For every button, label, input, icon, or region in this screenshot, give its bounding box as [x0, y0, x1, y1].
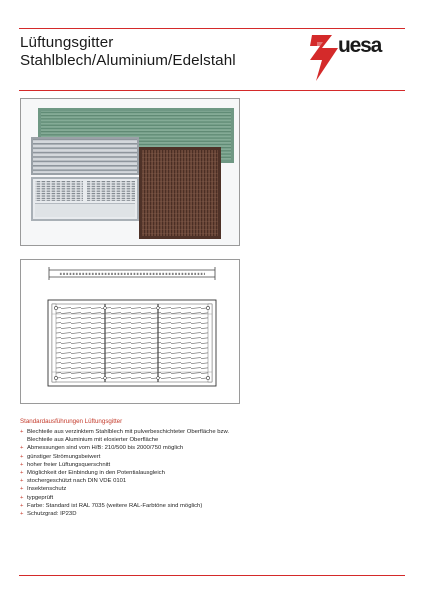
profile-view: [49, 267, 215, 280]
specifications-section: [20, 418, 400, 518]
header-bottom-rule: [19, 90, 405, 91]
top-rule: [19, 28, 405, 29]
spec-item: + Möglichkeit der Einbindung in den Potentialausgleich: [20, 470, 165, 477]
silver-louver-grille: [31, 137, 139, 175]
logo-wordmark: uesa: [338, 34, 382, 57]
product-photo-frame: [20, 98, 240, 246]
uesa-logo: [308, 33, 400, 85]
spec-item: + günstiger Strömungsbeiwert: [20, 453, 101, 460]
spec-item: + stochergeschützt nach DIN VDE 0101: [20, 478, 127, 485]
spec-item: + Insektenschutz: [20, 486, 67, 493]
brown-grille: [139, 147, 221, 239]
logo-mark-icon: [308, 33, 342, 83]
spec-item: + typgeprüft: [20, 494, 54, 501]
technical-drawing-frame: [20, 259, 240, 404]
silver-mesh-grille: [31, 177, 139, 221]
footer-rule: [19, 575, 405, 576]
title-line-2: Stahlblech/Aluminium/Edelstahl: [20, 51, 236, 69]
page-title: [20, 34, 236, 69]
spec-item-continuation: Blechteile aus Aluminium mit eloxierter Oberfläche: [27, 437, 159, 444]
spec-item: + Farbe: Standard ist RAL 7035 (weitere RAL-Farbtöne sind möglich): [20, 502, 203, 509]
specifications-list: [20, 428, 400, 518]
spec-item: + hoher freier Lüftungsquerschnitt: [20, 461, 111, 468]
spec-item: + Schutzgrad: IP23D: [20, 511, 77, 518]
front-view: [48, 300, 216, 386]
spec-item: + Abmessungen sind vom H/B: 210/500 bis 2000/750 möglich: [20, 445, 184, 452]
title-line-1: Lüftungsgitter: [20, 34, 114, 51]
specifications-heading: Standardausführungen Lüftungsgitter: [20, 418, 123, 425]
spec-item: + Blechteile aus verzinktem Stahlblech mit pulverbeschichteter Oberfläche bzw.: [20, 429, 230, 435]
technical-drawing: [21, 260, 239, 403]
product-photo: [21, 99, 239, 245]
